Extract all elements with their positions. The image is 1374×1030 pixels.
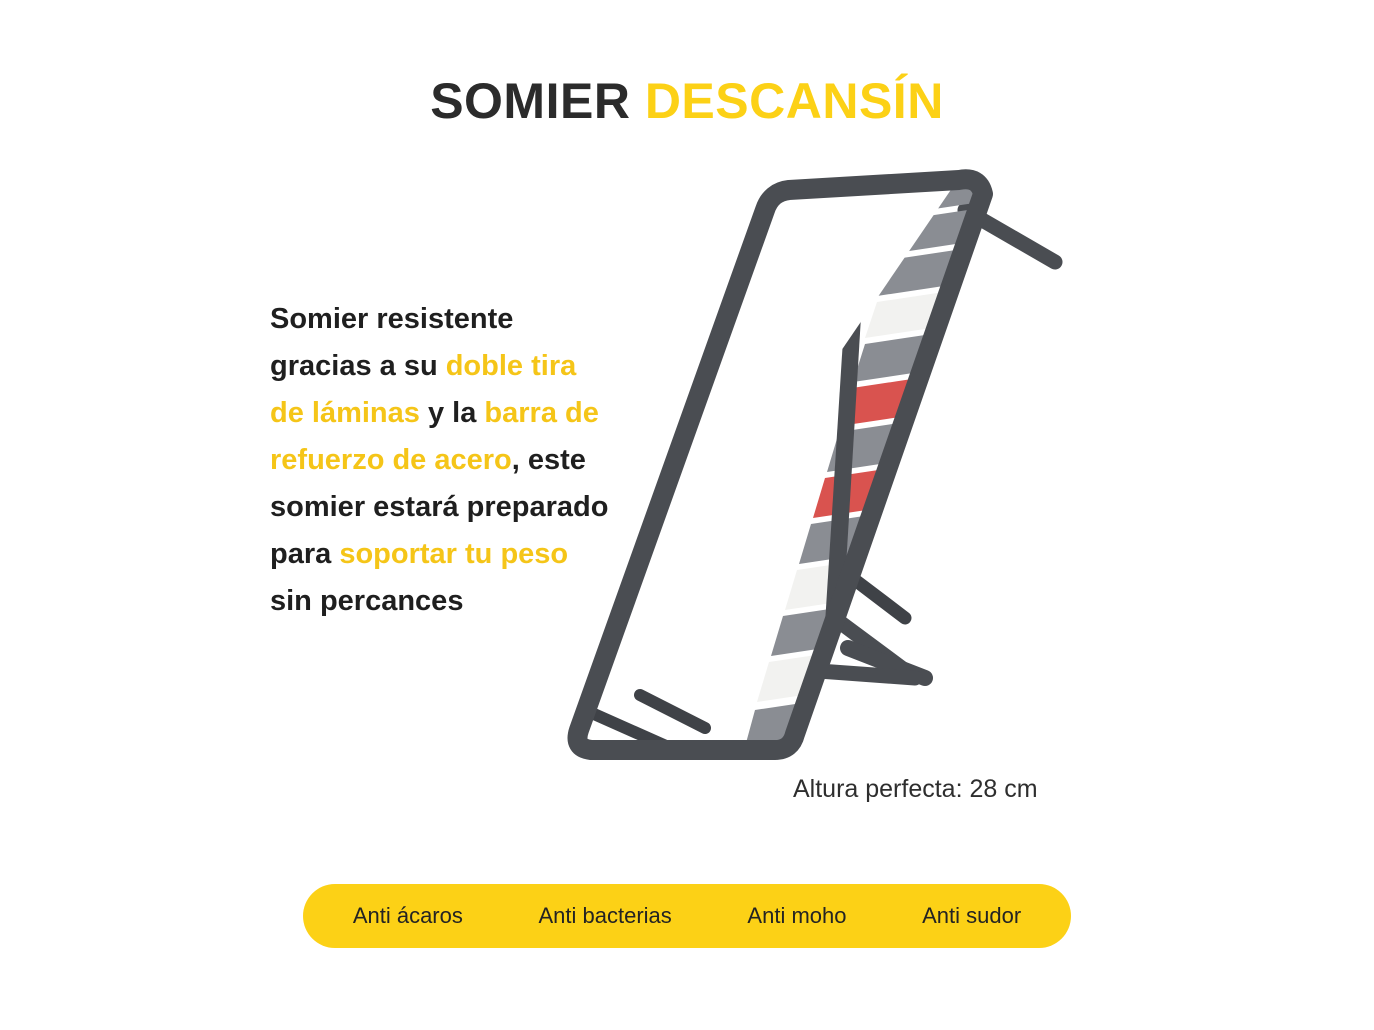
product-image bbox=[555, 150, 1115, 790]
feature-item: Anti bacterias bbox=[538, 903, 672, 928]
description-highlight-1: doble tira de láminas bbox=[270, 350, 577, 429]
feature-item: Anti ácaros bbox=[352, 903, 463, 928]
description-text-1: Somier resistente gracias a su bbox=[270, 303, 514, 382]
page-title-accent: DESCANSÍN bbox=[644, 73, 944, 129]
page-title-primary: SOMIER bbox=[430, 73, 645, 129]
description-text-3: , este somier estará preparado para bbox=[270, 444, 609, 570]
description-highlight-3: soportar tu peso bbox=[339, 538, 569, 570]
description-text-4: sin percances bbox=[270, 585, 464, 617]
page-title bbox=[0, 72, 1374, 130]
feature-item: Anti sudor bbox=[922, 903, 1022, 928]
description-text-2: y la bbox=[419, 397, 485, 429]
bed-base-illustration bbox=[555, 150, 1115, 790]
feature-item: Anti moho bbox=[747, 903, 847, 928]
height-caption: Altura perfecta: 28 cm bbox=[793, 775, 1038, 803]
description-highlight-2: barra de refuerzo de acero bbox=[270, 397, 599, 476]
features-bar bbox=[303, 884, 1071, 948]
